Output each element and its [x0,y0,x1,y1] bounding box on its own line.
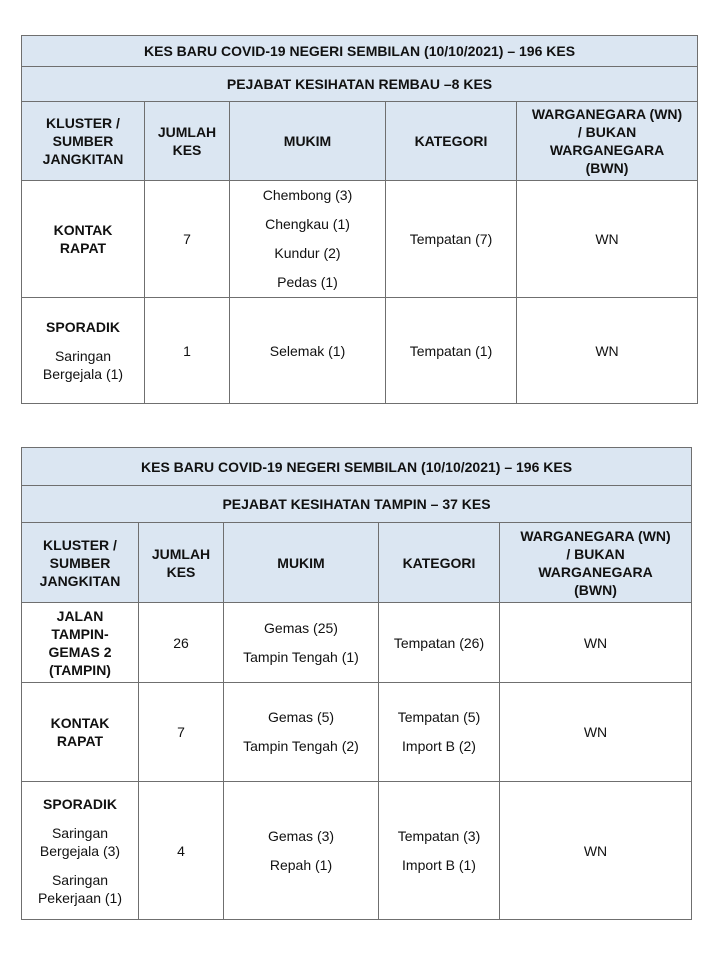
table-row [22,181,698,298]
jumlah-cell: 4 [139,782,224,920]
jumlah-cell: 1 [145,298,230,404]
table-subtitle: PEJABAT KESIHATAN REMBAU –8 KES [22,67,698,102]
wn-cell: WN [517,298,698,404]
kategori-cell: Tempatan (5) Import B (2) [379,683,500,782]
table-row [22,603,692,683]
mukim-cell: Chembong (3) Chengkau (1) Kundur (2) Pedas (1) [230,181,386,298]
kategori-cell: Tempatan (1) [386,298,517,404]
column-header-kategori: KATEGORI [379,523,500,603]
column-header-kluster: KLUSTER / SUMBER JANGKITAN [22,523,139,603]
mukim-cell: Gemas (25) Tampin Tengah (1) [224,603,379,683]
column-header-wn: WARGANEGARA (WN) / BUKAN WARGANEGARA (BWN) [517,102,698,181]
table-subtitle: PEJABAT KESIHATAN TAMPIN – 37 KES [22,486,692,523]
kluster-cell: KONTAK RAPAT [22,683,139,782]
mukim-cell: Selemak (1) [230,298,386,404]
kluster-cell: JALAN TAMPIN- GEMAS 2 (TAMPIN) [22,603,139,683]
column-header-kluster: KLUSTER / SUMBER JANGKITAN [22,102,145,181]
mukim-cell: Gemas (5) Tampin Tengah (2) [224,683,379,782]
kluster-cell: SPORADIK Saringan Bergejala (3) Saringan Pekerjaan (1) [22,782,139,920]
kategori-cell: Tempatan (7) [386,181,517,298]
column-header-jumlah: JUMLAH KES [139,523,224,603]
kategori-cell: Tempatan (3) Import B (1) [379,782,500,920]
kluster-cell: SPORADIK Saringan Bergejala (1) [22,298,145,404]
table-title: KES BARU COVID-19 NEGERI SEMBILAN (10/10/2021) – 196 KES [22,36,698,67]
mukim-cell: Gemas (3) Repah (1) [224,782,379,920]
table-title: KES BARU COVID-19 NEGERI SEMBILAN (10/10/2021) – 196 KES [22,448,692,486]
jumlah-cell: 26 [139,603,224,683]
kategori-cell: Tempatan (26) [379,603,500,683]
table-row [22,298,698,404]
wn-cell: WN [500,782,692,920]
table-row [22,782,692,920]
jumlah-cell: 7 [139,683,224,782]
rembau-table [21,35,698,404]
jumlah-cell: 7 [145,181,230,298]
column-header-mukim: MUKIM [224,523,379,603]
wn-cell: WN [500,603,692,683]
column-header-kategori: KATEGORI [386,102,517,181]
wn-cell: WN [500,683,692,782]
column-header-jumlah: JUMLAH KES [145,102,230,181]
kluster-cell: KONTAK RAPAT [22,181,145,298]
wn-cell: WN [517,181,698,298]
tampin-table [21,447,692,920]
column-header-mukim: MUKIM [230,102,386,181]
table-row [22,683,692,782]
column-header-wn: WARGANEGARA (WN) / BUKAN WARGANEGARA (BWN) [500,523,692,603]
